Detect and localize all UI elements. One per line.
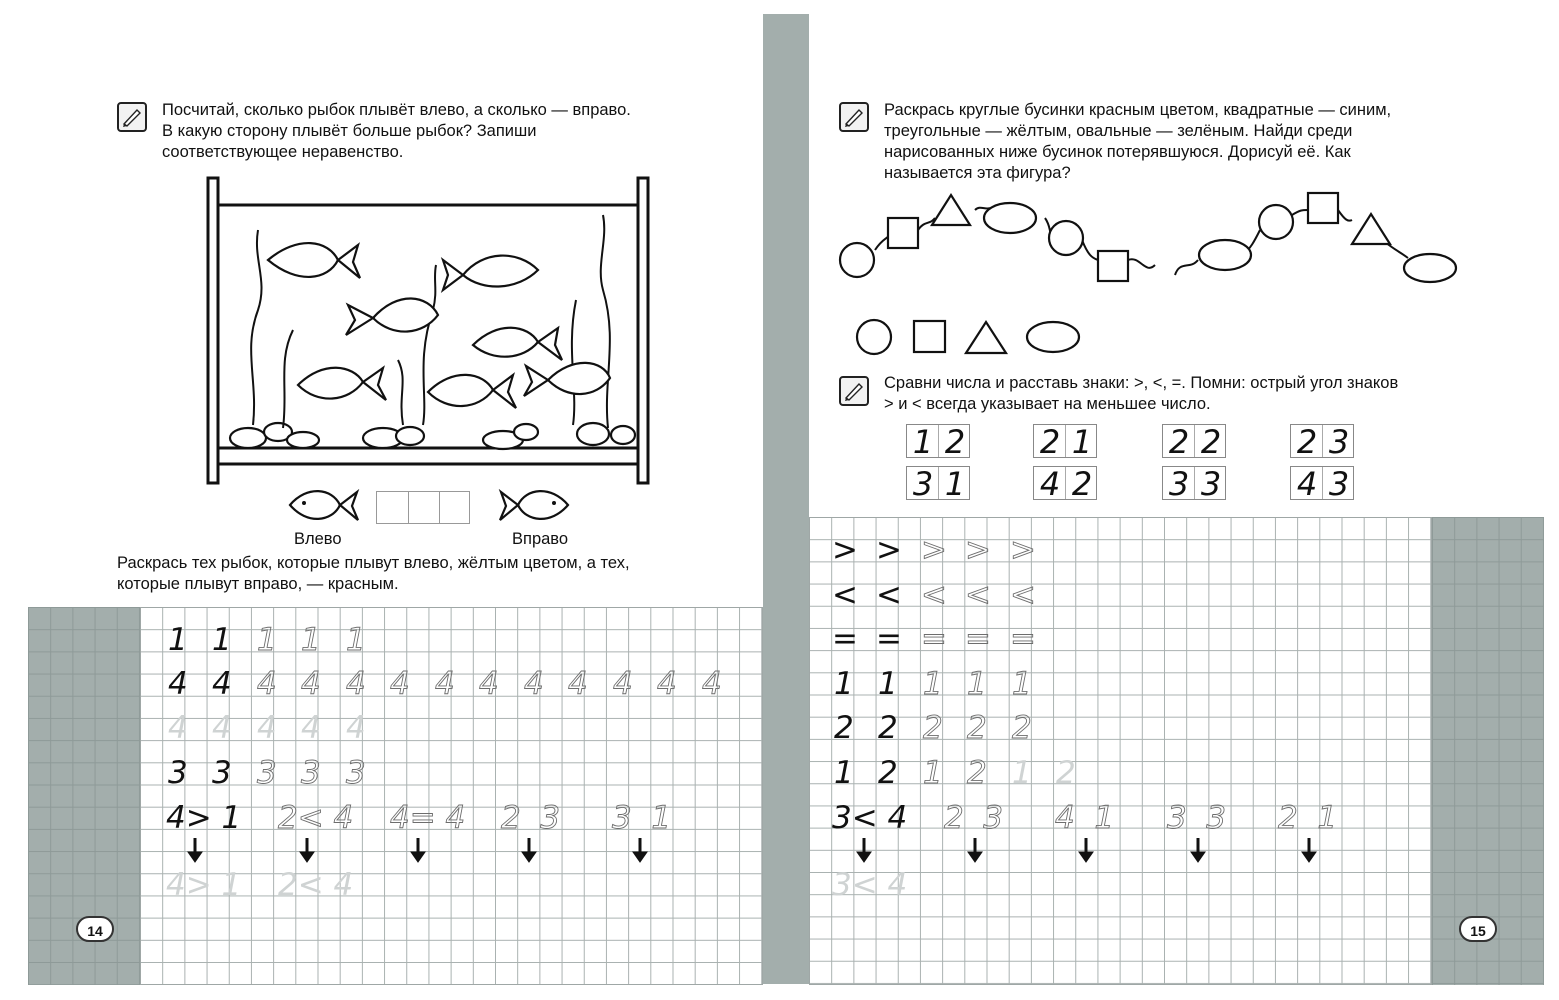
bead-strings bbox=[830, 180, 1470, 290]
copy-digit: 3 bbox=[257, 755, 277, 791]
copy-digit: 4 bbox=[390, 666, 410, 702]
pencil-task-icon bbox=[839, 102, 869, 132]
compare-pair-box[interactable] bbox=[1033, 423, 1097, 461]
label-right: Вправо bbox=[512, 530, 569, 548]
copy-digit: 4 bbox=[168, 666, 188, 702]
copy-sign: > bbox=[965, 532, 991, 568]
copy-digit: 4 bbox=[212, 666, 232, 702]
task4-text: Сравни числа и расставь знаки: >, <, =. Помни: острый угол знаков > и < всегда указывает на меньшее число. bbox=[884, 374, 1399, 413]
compare-digit: 2 bbox=[1071, 465, 1093, 503]
copy-sign: = bbox=[876, 621, 902, 657]
copy-sign: < bbox=[1010, 577, 1036, 613]
copy-digit: 2 bbox=[878, 755, 898, 791]
compare-digit: 4 bbox=[1296, 465, 1318, 503]
copy-digit: 1 bbox=[923, 666, 943, 702]
page-number-left: 14 bbox=[76, 916, 114, 942]
copy-digit: 4 bbox=[301, 710, 321, 746]
left-copy-grid bbox=[140, 607, 763, 985]
copy-digit: 4 bbox=[613, 666, 633, 702]
compare-digit: 1 bbox=[944, 465, 966, 503]
copy-digit: 1 bbox=[967, 666, 987, 702]
copy-expression: 2< 4 bbox=[278, 867, 354, 903]
compare-digit: 3 bbox=[1328, 465, 1350, 503]
compare-digit: 3 bbox=[1328, 423, 1350, 461]
copy-sign: = bbox=[921, 621, 947, 657]
compare-digit: 1 bbox=[912, 423, 934, 461]
page-number-right: 15 bbox=[1459, 916, 1497, 942]
copy-digit: 4 bbox=[657, 666, 677, 702]
copy-sign: > bbox=[921, 532, 947, 568]
compare-pair-box[interactable] bbox=[906, 465, 970, 503]
compare-digit: 3 bbox=[1200, 465, 1222, 503]
copy-digit: 2 bbox=[1012, 710, 1032, 746]
copy-digit: 4 bbox=[346, 710, 366, 746]
copy-digit: 4 bbox=[524, 666, 544, 702]
copy-digit: 3 bbox=[212, 755, 232, 791]
copy-expression: 3< 4 bbox=[832, 867, 908, 903]
copy-sign: < bbox=[876, 577, 902, 613]
copy-expression: 3 1 bbox=[612, 800, 672, 836]
task2-text: Раскрась тех рыбок, которые плывут влево, жёлтым цветом, а тех, которые плывут вправо, — красным. bbox=[117, 554, 630, 593]
copy-expression: 2 3 bbox=[944, 800, 1004, 836]
compare-pair-box[interactable] bbox=[1162, 465, 1226, 503]
fish-right-icon bbox=[496, 480, 576, 530]
copy-sign: > bbox=[1010, 532, 1036, 568]
bead-shape-samples bbox=[850, 315, 1090, 360]
copy-expression: 3 3 bbox=[1167, 800, 1227, 836]
copy-sign: < bbox=[965, 577, 991, 613]
right-margin-strip bbox=[1432, 517, 1544, 985]
right-copy-grid bbox=[809, 517, 1432, 985]
copy-digit: 4 bbox=[702, 666, 722, 702]
copy-digit: 3 bbox=[346, 755, 366, 791]
fish-left-icon bbox=[282, 480, 362, 530]
copy-expression: 2 1 bbox=[1278, 800, 1338, 836]
compare-pair-box[interactable] bbox=[906, 423, 970, 461]
label-left: Влево bbox=[294, 530, 342, 548]
pencil-task-icon bbox=[839, 376, 869, 406]
copy-digit: 1 bbox=[923, 755, 943, 791]
copy-expression: 3< 4 bbox=[832, 800, 908, 836]
copy-digit: 1 bbox=[834, 755, 854, 791]
copy-digit: 4 bbox=[301, 666, 321, 702]
copy-digit: 4 bbox=[212, 710, 232, 746]
compare-digit: 2 bbox=[1168, 423, 1190, 461]
compare-digit: 2 bbox=[1200, 423, 1222, 461]
compare-digit: 2 bbox=[944, 423, 966, 461]
copy-digit: 1 bbox=[212, 622, 232, 658]
copy-sign: = bbox=[832, 621, 858, 657]
copy-digit: 1 bbox=[1012, 666, 1032, 702]
copy-digit: 4 bbox=[168, 710, 188, 746]
copy-sign: < bbox=[832, 577, 858, 613]
aquarium-illustration bbox=[198, 170, 668, 490]
copy-digit: 2 bbox=[1056, 755, 1076, 791]
left-down-arrows bbox=[180, 836, 660, 866]
compare-digit: 3 bbox=[912, 465, 934, 503]
copy-sign: = bbox=[1010, 621, 1036, 657]
right-down-arrows bbox=[849, 836, 1329, 866]
compare-digit: 2 bbox=[1039, 423, 1061, 461]
copy-digit: 4 bbox=[346, 666, 366, 702]
copy-digit: 1 bbox=[834, 666, 854, 702]
compare-pair-box[interactable] bbox=[1033, 465, 1097, 503]
copy-digit: 2 bbox=[967, 755, 987, 791]
copy-digit: 4 bbox=[257, 666, 277, 702]
copy-digit: 2 bbox=[923, 710, 943, 746]
answer-boxes[interactable] bbox=[376, 491, 470, 524]
compare-pair-box[interactable] bbox=[1290, 465, 1354, 503]
copy-expression: 2 3 bbox=[501, 800, 561, 836]
copy-digit: 3 bbox=[301, 755, 321, 791]
copy-expression: 4= 4 bbox=[390, 800, 466, 836]
copy-sign: > bbox=[832, 532, 858, 568]
task3-text: Раскрась круглые бусинки красным цветом, квадратные — синим, треугольные — жёлтым, овальные — зелёным. Найди среди нарисованных ниже бусинок потерявшуюся. Дорисуй её. Как называется эта фигура? bbox=[884, 101, 1392, 182]
compare-digit: 1 bbox=[1071, 423, 1093, 461]
compare-digit: 3 bbox=[1168, 465, 1190, 503]
copy-digit: 1 bbox=[1012, 755, 1032, 791]
copy-sign: = bbox=[965, 621, 991, 657]
copy-digit: 4 bbox=[568, 666, 588, 702]
copy-digit: 2 bbox=[834, 710, 854, 746]
pencil-task-icon bbox=[117, 102, 147, 132]
copy-digit: 4 bbox=[257, 710, 277, 746]
copy-digit: 3 bbox=[168, 755, 188, 791]
copy-digit: 4 bbox=[479, 666, 499, 702]
copy-sign: < bbox=[921, 577, 947, 613]
copy-digit: 1 bbox=[257, 622, 277, 658]
copy-expression: 4 1 bbox=[1055, 800, 1115, 836]
copy-digit: 1 bbox=[346, 622, 366, 658]
copy-digit: 1 bbox=[301, 622, 321, 658]
copy-expression: 4> 1 bbox=[166, 800, 242, 836]
copy-digit: 2 bbox=[878, 710, 898, 746]
compare-pair-box[interactable] bbox=[1162, 423, 1226, 461]
compare-digit: 2 bbox=[1296, 423, 1318, 461]
copy-expression: 2< 4 bbox=[278, 800, 354, 836]
copy-digit: 1 bbox=[878, 666, 898, 702]
compare-digit: 4 bbox=[1039, 465, 1061, 503]
copy-digit: 4 bbox=[435, 666, 455, 702]
page-spine bbox=[763, 14, 809, 984]
compare-pair-box[interactable] bbox=[1290, 423, 1354, 461]
task1-text: Посчитай, сколько рыбок плывёт влево, а сколько — вправо. В какую сторону плывёт больше рыбок? Запиши соответствующее неравенство. bbox=[162, 101, 631, 161]
copy-digit: 1 bbox=[168, 622, 188, 658]
copy-expression: 4> 1 bbox=[166, 867, 242, 903]
copy-digit: 2 bbox=[967, 710, 987, 746]
copy-sign: > bbox=[876, 532, 902, 568]
